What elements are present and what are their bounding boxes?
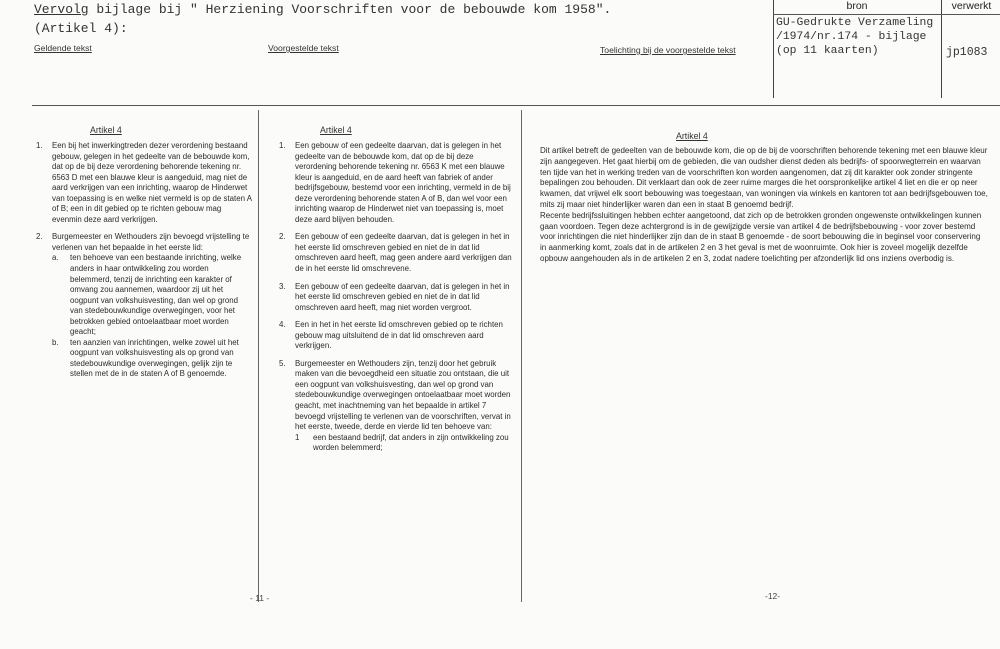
sub-item: 1 een bestaand bedrijf, dat anders in zijn ontwikkeling zou worden belemmerd; — [295, 432, 509, 453]
list-item: 5. Burgemeester en Wethouders zijn, tenzij door het gebruik maken van die bevoegdheid een situatie zou ontstaan, die uit een oogpunt van volkshuisvesting, dan wel op grond van stedebouwkundige overwegingen ontoelaatbaar moet worden geacht, met inachtneming van het bepaalde in artikel 7 bevoegd vrijstelling te verlenen van de voorschriften, vervat in het eerste, tweede, derde en vierde lid ten behoeve van: 1 een bestaand bedrijf, dat anders in zijn ontwikkeling zou worden belemmerd; — [279, 359, 517, 454]
list-item: 2. Burgemeester en Wethouders zijn bevoegd vrijstelling te verlenen van het bepaalde in het eerste lid: a. ten behoeve van een bestaande inrichting, welke anders in haar ontwikkeling zou worden belemmerd, tenzij de inrichting een karakter of omvang zou aannemen, waardoor zij uit het oogpunt van volkshuisvesting, dan wel op grond van stedebouwkundige overwegingen, voor het betrokken gebied ontoelaatbaar moet worden geacht; b. ten aanzien van inrichtingen, welke zowel uit het oogpunt van volkshuisvesting als op grond van stedebouwkundige overwegingen, gelijk zijn te stellen met de in de staten A of B genoemde. — [36, 232, 252, 380]
bron-box — [773, 0, 1000, 98]
toelichting-paragraph: Recente bedrijfssluitingen hebben echter aangetoond, dat zich op de betrokken gronden ongewenste ontwikkelingen kunnen gaan voordoen. Tegen deze achtergrond is in de gewijzigde versie van artikel 4 de bedrijfsbebouwing - voor zover bestemd voor inrichtingen die niet hinderlijker zijn dan de in staat B genoemde - de soort bebouwing die in beginsel voor conservering in aanmerking komt, zoals dat in de artikelen 2 en 3 het geval is met de woonruimte. Ook hier is zoveel mogelijk dezelfde opbouw aangehouden als in de artikelen 2 en 3, zodat nadere toelichting per afzonderlijk lid ons inziens overbodig is. — [540, 210, 982, 263]
column-heading-geldende: Geldende tekst — [34, 43, 92, 53]
col3-heading: Artikel 4 — [676, 131, 708, 141]
archive-code: jp1083 — [946, 46, 988, 59]
column-heading-voorgesteld: Voorgestelde tekst — [268, 43, 339, 53]
toelichting-paragraph: Dit artikel betreft de gedeelten van de bebouwde kom, die op de bij de voorschriften behorende tekening met een blauwe kleur zijn aangegeven. Het gaat hierbij om de gebieden, die van oudsher dienst deden als bedrijfs- of spoorwegterrein en waarvan ten tijde van het in werking treden van de voorschriften kon worden aangenomen, dat zij dit karakter ook zonder stringente bepalingen zou behouden. Dit verklaart dan ook de zeer ruime marges die het oorspronkelijke artikel 4 liet en die er op neer kwamen, dat vrijwel elk soort bebouwing was toegestaan, van woningen via winkels en kantoren tot aan bedrijfsgebouwen toe, mits zij maar niet hinderlijker waren dan een in staat B genoemd bedrijf. — [540, 146, 988, 209]
list-item: 1. Een gebouw of een gedeelte daarvan, dat is gelegen in het gedeelte van de bebouwde kom, dat op de bij deze verordening behorende tekening nr. 6563 K met een blauwe kleur is aangeduid, en de aard heeft van fabriek of ander bedrijfsgebouw, bestemd voor een inrichting, vermeld in de bij deze verordening behorende staten A of B, dan wel voor een inrichting waarop de Hinderwet niet van toepassing is, moet deze aard blijven behouden. — [279, 141, 511, 224]
title-rest: bijlage bij " Herziening Voorschriften voor de bebouwde kom 1958". — [88, 2, 612, 17]
column-separator — [521, 110, 522, 602]
column-separator — [258, 110, 259, 602]
bron-label: bron — [846, 0, 868, 12]
title-prefix: Vervolg — [34, 2, 89, 17]
verwerkt-label: verwerkt — [951, 0, 992, 12]
column-heading-toelichting: Toelichting bij de voorgestelde tekst — [600, 45, 736, 55]
toelichting-column — [540, 146, 988, 265]
document-title — [34, 2, 611, 17]
col1-heading: Artikel 4 — [90, 125, 122, 135]
voorgestelde-tekst-column — [279, 141, 517, 454]
col2-heading: Artikel 4 — [320, 125, 352, 135]
page-number-right: -12- — [765, 591, 781, 601]
list-item: 1. Een bij het inwerkingtreden dezer verordening bestaand gebouw, gelegen in het gedeelte van de bebouwde kom, dat op de bij deze verordening behorende tekening nr. 6563 D met een blauwe kleur is aangeduid, mag niet de aard verkrijgen van een inrichting, waarop de Hinderwet van toepassing is en welke niet vermeld is op de staten A of B; een in dit gebied op te richten gebouw mag evenmin deze aard verkrijgen. — [36, 141, 252, 224]
page-number-left: - 11 - — [250, 593, 270, 603]
sub-item: b. ten aanzien van inrichtingen, welke zowel uit het oogpunt van volkshuisvesting als op grond van stedebouwkundige overwegingen, gelijk zijn te stellen met de in de staten A of B genoemde. — [52, 337, 239, 379]
bron-text: GU-Gedrukte Verzameling /1974/nr.174 - bijlage (op 11 kaarten) — [776, 17, 934, 57]
top-rule — [32, 105, 1000, 106]
sub-item: a. ten behoeve van een bestaande inrichting, welke anders in haar ontwikkeling zou worden belemmerd, tenzij de inrichting een karakter of omvang zou aannemen, waardoor zij uit het oogpunt van volkshuisvesting, dan wel op grond van stedebouwkundige overwegingen, voor het betrokken gebied ontoelaatbaar moet worden geacht; — [52, 253, 242, 337]
list-item: 4. Een in het in het eerste lid omschreven gebied op te richten gebouw mag uitsluitend de in dat lid omschreven aard verkrijgen. — [279, 320, 503, 351]
artikel-reference: (Artikel 4): — [34, 21, 128, 36]
geldende-tekst-column — [36, 141, 252, 380]
list-item: 3. Een gebouw of een gedeelte daarvan, dat is gelegen in het in het eerste lid omschreven gebied en niet de in dat lid omschreven aard heeft, mag niet worden vergroot. — [279, 281, 510, 312]
list-item: 2. Een gebouw of een gedeelte daarvan, dat is gelegen in het in het eerste lid omschreven gebied en niet de in dat lid omschreven aard heeft, mag geen andere aard verkrijgen dan de in het eerste lid omschrevene. — [279, 232, 512, 274]
